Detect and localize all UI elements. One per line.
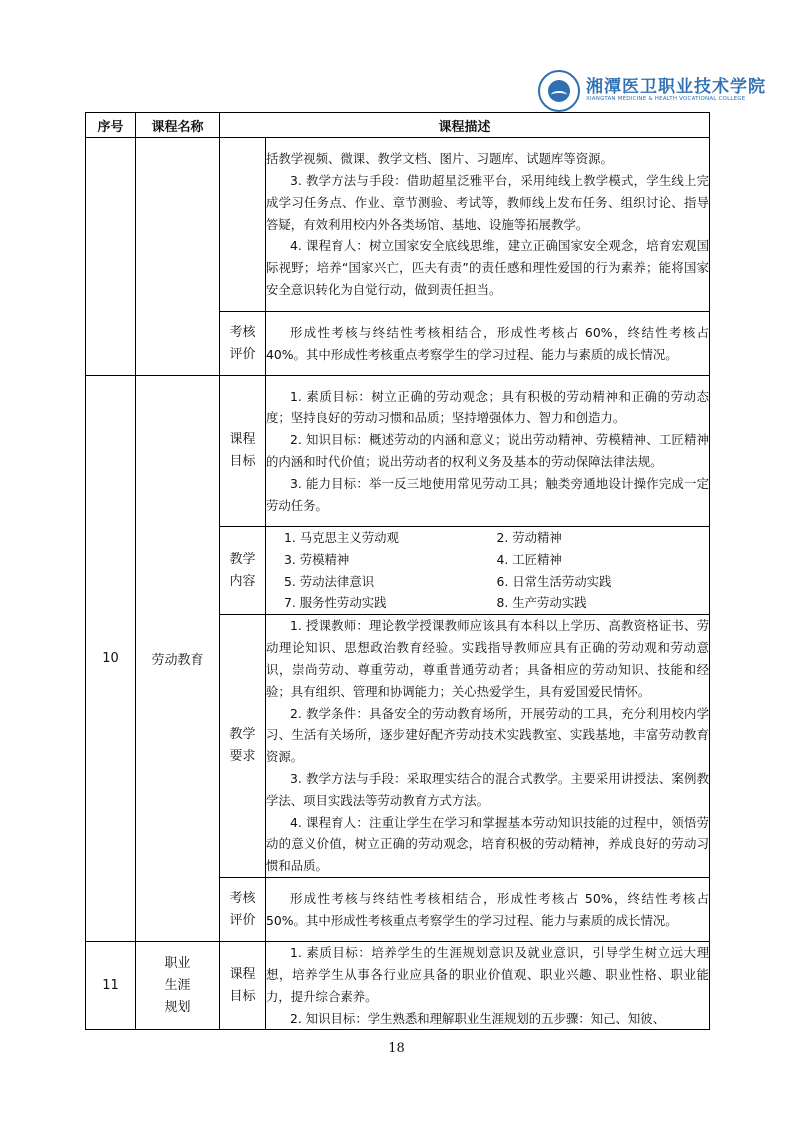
goal-line: 1. 素质目标：树立正确的劳动观念；具有积极的劳动精神和正确的劳动态度；坚持良好的劳动习惯和品质；坚持增强体力、智力和创造力。 bbox=[266, 388, 710, 426]
cont-req-desc bbox=[266, 138, 710, 312]
logo-emblem-icon bbox=[538, 70, 580, 112]
goal-line: 1. 素质目标：培养学生的生涯规划意识及就业意识，引导学生树立远大理想，培养学生从事各行业应具备的职业价值观、职业兴趣、职业性格、职业能力，提升综合素养。 bbox=[266, 945, 710, 1004]
content-item: 3. 劳模精神 bbox=[284, 551, 350, 567]
course-10-contents bbox=[266, 527, 710, 615]
course-10-eval-label: 考核 评价 bbox=[220, 878, 266, 942]
req-line: 2. 教学条件：具备安全的劳动教育场所，开展劳动的工具，充分利用校内学习、生活有关场所，逐步建好配齐劳动技术实践教室、实践基地，丰富劳动教育资源。 bbox=[266, 705, 710, 765]
page-number: 18 bbox=[388, 1041, 405, 1056]
content-item: 4. 工匠精神 bbox=[496, 551, 562, 567]
table-row-cont-req bbox=[86, 138, 710, 312]
eval-text: 形成性考核与终结性考核相结合，形成性考核占 50%，终结性考核占 50%。其中形成性考核重点考察学生的学习过程、能力与素质的成长情况。 bbox=[266, 890, 710, 928]
course-10-eval bbox=[266, 878, 710, 942]
cont-req-line: 括教学视频、微课、教学文档、图片、习题库、试题库等资源。 bbox=[266, 151, 613, 167]
course-10-content-label: 教学 内容 bbox=[220, 527, 266, 615]
course-11-num: 11 bbox=[86, 942, 136, 1030]
header-name: 课程名称 bbox=[136, 113, 220, 138]
content-item: 5. 劳动法律意识 bbox=[284, 573, 375, 589]
content-item: 7. 服务性劳动实践 bbox=[284, 595, 387, 611]
cont-req-label-cell bbox=[220, 138, 266, 312]
course-10-reqs bbox=[266, 615, 710, 878]
content-item: 1. 马克思主义劳动观 bbox=[284, 530, 399, 545]
cont-eval-text: 形成性考核与终结性考核相结合，形成性考核占 60%，终结性考核占 40%。其中形成性考核重点考察学生的学习过程、能力与素质的成长情况。 bbox=[266, 324, 710, 362]
course-11-name: 职业 生涯 规划 bbox=[136, 942, 220, 1030]
college-logo bbox=[538, 70, 778, 114]
content-item: 6. 日常生活劳动实践 bbox=[496, 573, 612, 589]
content-item: 2. 劳动精神 bbox=[496, 530, 562, 545]
course-11-goal-label: 课程 目标 bbox=[220, 942, 266, 1030]
req-line: 4. 课程育人：注重让学生在学习和掌握基本劳动知识技能的过程中，领悟劳动的意义价值，树立正确的劳动观念，培育积极的劳动精神，养成良好的劳动习惯和品质。 bbox=[266, 814, 710, 874]
goal-line: 2. 知识目标：概述劳动的内涵和意义；说出劳动精神、劳模精神、工匠精神的内涵和时代价值；说出劳动者的权利义务及基本的劳动保障法律法规。 bbox=[266, 432, 710, 469]
cont-req-line: 4. 课程育人：树立国家安全底线思维，建立正确国家安全观念，培育宏观国际视野；培养“国家兴亡，匹夫有责”的责任感和理性爱国的行为素养；能将国家安全意识转化为自觉行动，做到责任担当。 bbox=[266, 238, 710, 297]
course-table bbox=[85, 112, 710, 1030]
req-line: 1. 授课教师：理论教学授课教师应该具有本科以上学历、高教资格证书、劳动理论知识、思想政治教育经验。实践指导教师应具有正确的劳动观和劳动意识，崇尚劳动、尊重劳动，尊重普通劳动者；具备相应的劳动知识、技能和经验；具有组织、管理和协调能力；关心热爱学生，具有爱国爱民情怀。 bbox=[266, 618, 710, 699]
cont-eval-label: 考核 评价 bbox=[220, 312, 266, 376]
logo-english-name: XIANGTAN MEDICINE & HEALTH VOCATIONAL COLLEGE bbox=[586, 96, 746, 102]
goal-line: 2. 知识目标：学生熟悉和理解职业生涯规划的五步骤：知己、知彼、 bbox=[290, 1010, 666, 1026]
cont-num-cell bbox=[86, 138, 136, 376]
table-row-10-goal bbox=[86, 376, 710, 527]
course-10-req-label: 教学 要求 bbox=[220, 615, 266, 878]
course-10-goal-label: 课程 目标 bbox=[220, 376, 266, 527]
course-11-goals bbox=[266, 942, 710, 1030]
course-10-goals bbox=[266, 376, 710, 527]
course-10-num: 10 bbox=[86, 376, 136, 942]
course-10-name: 劳动教育 bbox=[136, 376, 220, 942]
cont-name-cell bbox=[136, 138, 220, 376]
table-header-row bbox=[86, 113, 710, 138]
cont-eval-desc bbox=[266, 312, 710, 376]
logo-chinese-name: 湘潭医卫职业技术学院 bbox=[586, 77, 766, 97]
req-line: 3. 教学方法与手段：采取理实结合的混合式教学。主要采用讲授法、案例教学法、项目实践法等劳动教育方式方法。 bbox=[266, 770, 710, 808]
content-item: 8. 生产劳动实践 bbox=[496, 595, 587, 611]
header-desc: 课程描述 bbox=[220, 113, 710, 138]
goal-line: 3. 能力目标：举一反三地使用常见劳动工具；触类旁通地设计操作完成一定劳动任务。 bbox=[266, 475, 710, 513]
table-row-11-goal bbox=[86, 942, 710, 1030]
cont-req-line: 3. 教学方法与手段：借助超星泛雅平台，采用纯线上教学模式，学生线上完成学习任务点、作业、章节测验、考试等，教师线上发布任务、组织讨论、指导答疑，有效利用校内外各类场馆、基地、设施等拓展教学。 bbox=[266, 173, 710, 232]
header-num: 序号 bbox=[86, 113, 136, 138]
